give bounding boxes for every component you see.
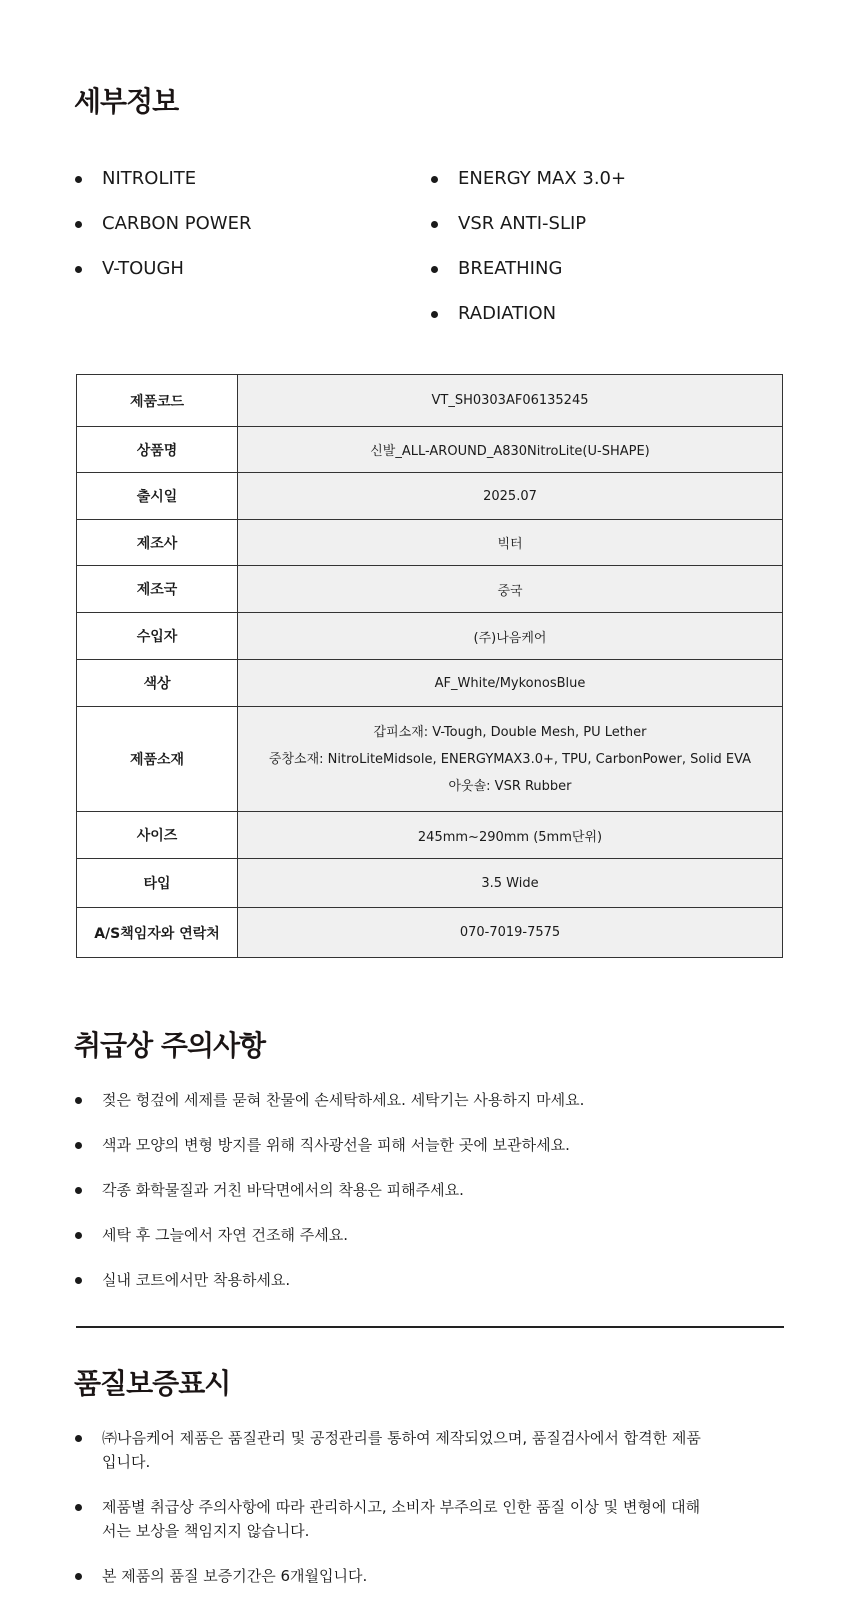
spec-value: 070-7019-7575 <box>238 908 783 958</box>
table-row <box>77 660 783 707</box>
material-line: 중창소재: NitroLiteMidsole, ENERGYMAX3.0+, TPU, CarbonPower, Solid EVA <box>268 751 752 767</box>
spec-label: 타입 <box>77 859 238 908</box>
table-row <box>77 520 783 566</box>
spec-value-material <box>238 707 783 812</box>
list-item: 각종 화학물질과 거친 바닥면에서의 착용은 피해주세요. <box>74 1178 784 1202</box>
spec-label: 사이즈 <box>77 812 238 859</box>
spec-value: AF_White/MykonosBlue <box>238 660 783 707</box>
list-item: 실내 코트에서만 착용하세요. <box>74 1268 784 1292</box>
feature-item: RADIATION <box>430 303 626 348</box>
table-row <box>77 908 783 958</box>
list-item: 본 제품의 품질 보증기간은 6개월입니다. <box>74 1564 714 1588</box>
feature-item: V-TOUGH <box>74 258 251 303</box>
spec-value: 신발_ALL-AROUND_A830NitroLite(U-SHAPE) <box>238 427 783 473</box>
list-item: 젖은 헝겊에 세제를 묻혀 찬물에 손세탁하세요. 세탁기는 사용하지 마세요. <box>74 1088 784 1112</box>
list-item: 세탁 후 그늘에서 자연 건조해 주세요. <box>74 1223 784 1247</box>
care-list <box>74 1088 784 1313</box>
table-row <box>77 473 783 520</box>
quality-list <box>74 1426 714 1609</box>
feature-list-right <box>430 168 626 348</box>
spec-label: 수입자 <box>77 613 238 660</box>
material-line: 갑피소재: V-Tough, Double Mesh, PU Lether <box>373 724 647 740</box>
table-row <box>77 707 783 812</box>
table-row <box>77 812 783 859</box>
material-line: 아웃솔: VSR Rubber <box>448 778 572 794</box>
feature-item: CARBON POWER <box>74 213 251 258</box>
table-row <box>77 859 783 908</box>
quality-title: 품질보증표시 <box>74 1367 231 1400</box>
spec-value: VT_SH0303AF06135245 <box>238 375 783 427</box>
feature-item: NITROLITE <box>74 168 251 213</box>
section-divider <box>76 1326 784 1328</box>
feature-item: ENERGY MAX 3.0+ <box>430 168 626 213</box>
list-item: 색과 모양의 변형 방지를 위해 직사광선을 피해 서늘한 곳에 보관하세요. <box>74 1133 784 1157</box>
care-title: 취급상 주의사항 <box>74 1029 266 1062</box>
spec-label: 제조국 <box>77 566 238 613</box>
details-title: 세부정보 <box>74 85 179 118</box>
spec-label: 제품코드 <box>77 375 238 427</box>
table-row <box>77 375 783 427</box>
spec-value: (주)나음케어 <box>238 613 783 660</box>
list-item: 제품별 취급상 주의사항에 따라 관리하시고, 소비자 부주의로 인한 품질 이상 및 변형에 대해서는 보상을 책임지지 않습니다. <box>74 1495 714 1543</box>
feature-list-left <box>74 168 251 303</box>
feature-item: BREATHING <box>430 258 626 303</box>
spec-label: 색상 <box>77 660 238 707</box>
table-row <box>77 566 783 613</box>
spec-label: 제조사 <box>77 520 238 566</box>
spec-value: 2025.07 <box>238 473 783 520</box>
spec-label: A/S책임자와 연락처 <box>77 908 238 958</box>
spec-value: 빅터 <box>238 520 783 566</box>
spec-value: 245mm~290mm (5mm단위) <box>238 812 783 859</box>
table-row <box>77 613 783 660</box>
feature-item: VSR ANTI-SLIP <box>430 213 626 258</box>
spec-value: 중국 <box>238 566 783 613</box>
spec-table <box>76 374 783 958</box>
spec-label: 출시일 <box>77 473 238 520</box>
spec-value: 3.5 Wide <box>238 859 783 908</box>
list-item: ㈜나음케어 제품은 품질관리 및 공정관리를 통하여 제작되었으며, 품질검사에서 합격한 제품입니다. <box>74 1426 714 1474</box>
table-row <box>77 427 783 473</box>
spec-label: 상품명 <box>77 427 238 473</box>
spec-label: 제품소재 <box>77 707 238 812</box>
